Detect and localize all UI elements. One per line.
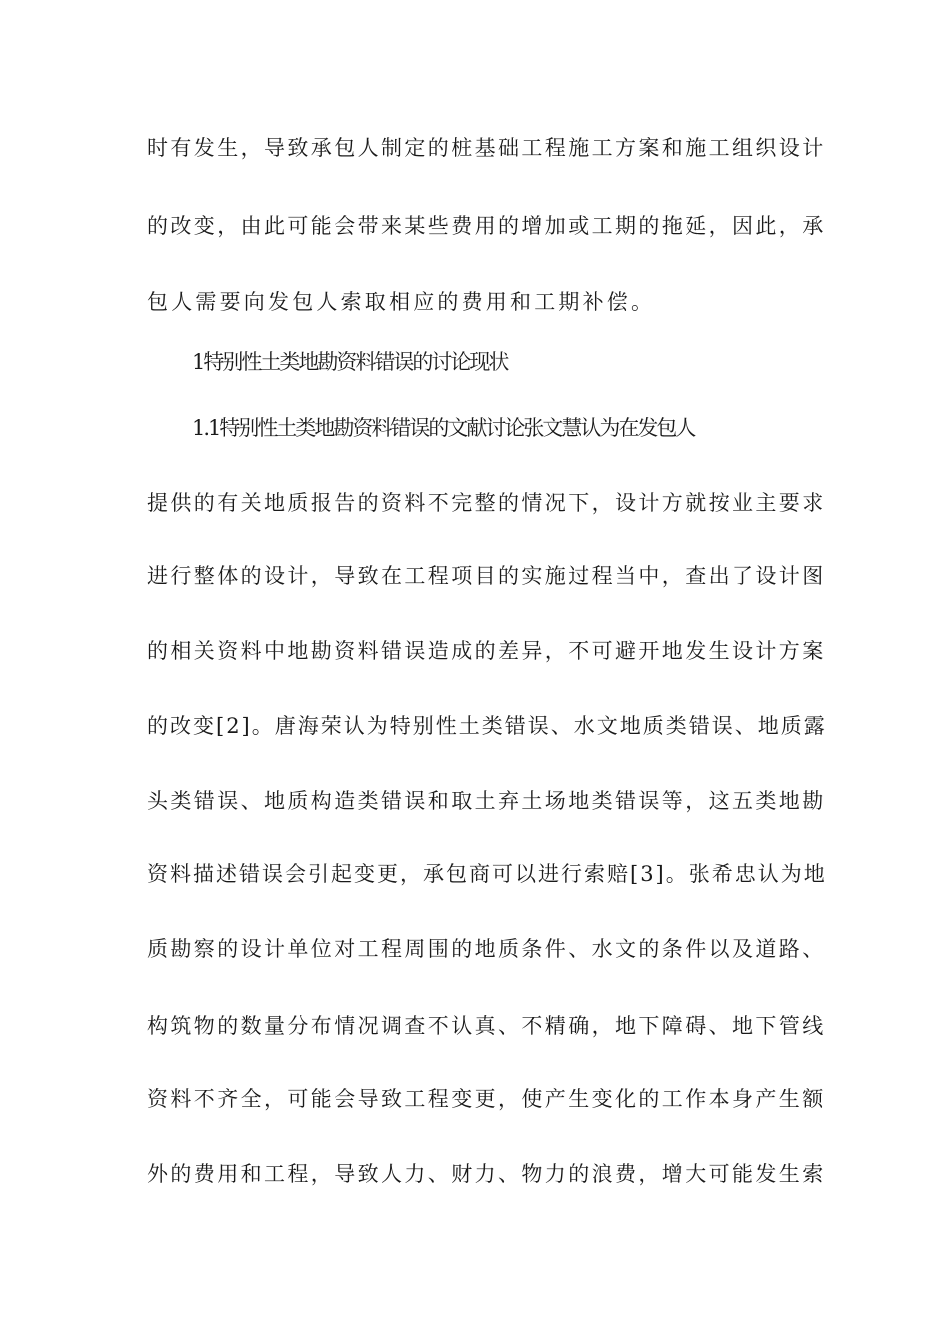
body-text-line: 的改变[2]。唐海荣认为特别性土类错误、水文地质类错误、地质露 [147, 714, 827, 738]
section-heading: 1特别性土类地勘资料错误的讨论现状 [192, 350, 508, 374]
body-text-line: 资料不齐全，可能会导致工程变更，使产生变化的工作本身产生额 [147, 1087, 826, 1111]
body-text-line: 时有发生，导致承包人制定的桩基础工程施工方案和施工组织设计 [147, 136, 826, 160]
body-text-line: 的改变，由此可能会带来某些费用的增加或工期的拖延，因此，承 [147, 214, 826, 238]
body-text-line: 进行整体的设计，导致在工程项目的实施过程当中，查出了设计图 [147, 564, 826, 588]
body-text-line: 资料描述错误会引起变更，承包商可以进行索赔[3]。张希忠认为地 [147, 862, 827, 886]
subsection-heading-line: 1.1特别性土类地勘资料错误的文献讨论张文慧认为在发包人 [192, 416, 695, 440]
body-text-line: 质勘察的设计单位对工程周围的地质条件、水文的条件以及道路、 [147, 937, 826, 961]
body-text-line: 外的费用和工程，导致人力、财力、物力的浪费，增大可能发生索 [147, 1162, 826, 1186]
body-text-line: 头类错误、地质构造类错误和取土弃土场地类错误等，这五类地勘 [147, 789, 826, 813]
body-text-line: 构筑物的数量分布情况调查不认真、不精确，地下障碍、地下管线 [147, 1014, 826, 1038]
body-text-line: 的相关资料中地勘资料错误造成的差异，不可避开地发生设计方案 [147, 639, 826, 663]
body-text-line: 提供的有关地质报告的资料不完整的情况下，设计方就按业主要求 [147, 491, 826, 515]
body-text-line: 包人需要向发包人索取相应的费用和工期补偿。 [147, 290, 656, 314]
